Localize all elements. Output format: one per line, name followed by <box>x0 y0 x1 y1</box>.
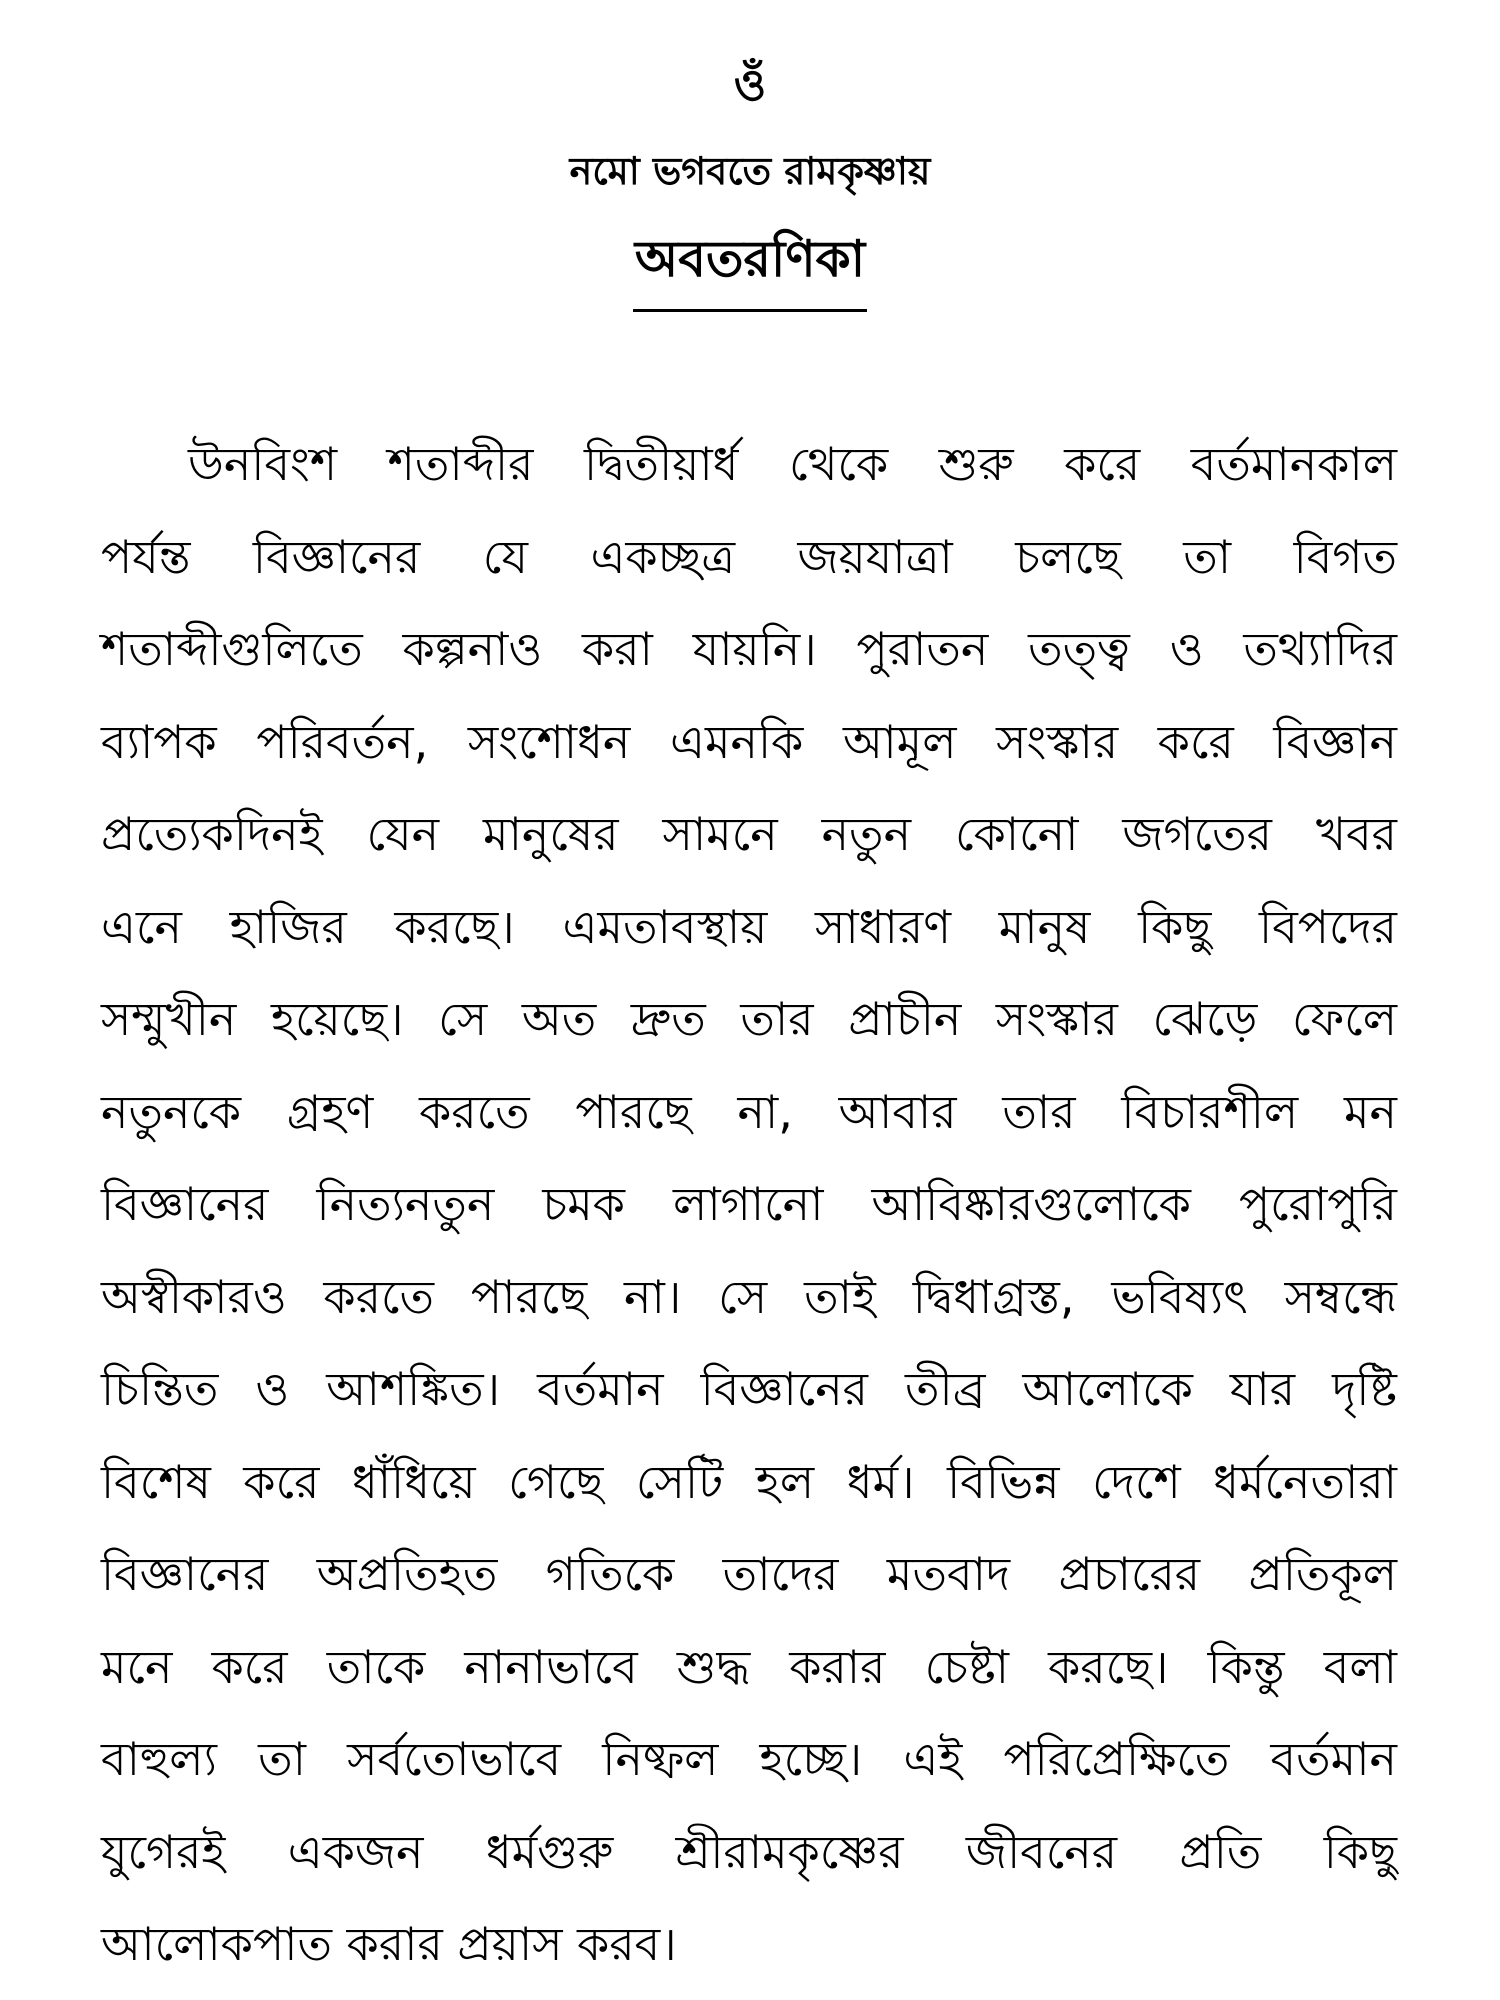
paragraph-line: চিন্তিত ও আশঙ্কিত। বর্তমান বিজ্ঞানের তীব্র আলোকে যার দৃষ্টি <box>101 1362 1397 1416</box>
paragraph-line: পর্যন্ত বিজ্ঞানের যে একচ্ছত্র জয়যাত্রা চলছে তা বিগত <box>101 529 1397 584</box>
paragraph-line: এনে হাজির করছে। এমতাবস্থায় সাধারণ মানুষ কিছু বিপদের <box>101 899 1397 954</box>
paragraph-line: বাহুল্য তা সর্বতোভাবে নিষ্ফল হচ্ছে। এই পরিপ্রেক্ষিতে বর্তমান <box>101 1732 1397 1786</box>
paragraph-line: নতুনকে গ্রহণ করতে পারছে না, আবার তার বিচারশীল মন <box>101 1084 1397 1139</box>
paragraph-line: অস্বীকারও করতে পারছে না। সে তাই দ্বিধাগ্রস্ত, ভবিষ্যৎ সম্বন্ধে <box>101 1269 1397 1324</box>
paragraph-line: শতাব্দীগুলিতে কল্পনাও করা যায়নি। পুরাতন তত্ত্ব ও তথ্যাদির <box>101 622 1397 676</box>
paragraph-line: ব্যাপক পরিবর্তন, সংশোধন এমনকি আমূল সংস্কার করে বিজ্ঞান <box>101 714 1397 769</box>
paragraph-line: সম্মুখীন হয়েছে। সে অত দ্রুত তার প্রাচীন সংস্কার ঝেড়ে ফেলে <box>101 992 1397 1046</box>
chapter-title <box>0 222 1500 312</box>
chapter-title-text: অবতরণিকা <box>633 222 867 312</box>
paragraph-line: প্রত্যেকদিনই যেন মানুষের সামনে নতুন কোনো জগতের খবর <box>101 807 1397 861</box>
invocation-line: নমো ভগবতে রামকৃষ্ণায় <box>569 149 931 193</box>
paragraph-line: বিজ্ঞানের নিত্যনতুন চমক লাগানো আবিষ্কারগুলোকে পুরোপুরি <box>101 1177 1397 1231</box>
om-symbol: ওঁ <box>733 60 767 111</box>
paragraph-line: মনে করে তাকে নানাভাবে শুদ্ধ করার চেষ্টা করছে। কিন্তু বলা <box>101 1639 1397 1694</box>
paragraph <box>101 418 1397 1991</box>
paragraph-line: যুগেরই একজন ধর্মগুরু শ্রীরামকৃষ্ণের জীবনের প্রতি কিছু <box>101 1824 1397 1879</box>
paragraph-line: বিজ্ঞানের অপ্রতিহত গতিকে তাদের মতবাদ প্রচারের প্রতিকূল <box>101 1547 1397 1601</box>
paragraph-line: উনবিংশ শতাব্দীর দ্বিতীয়ার্ধ থেকে শুরু করে বর্তমানকাল <box>188 437 1397 491</box>
paragraph-line: আলোকপাত করার প্রয়াস করব। <box>101 1917 677 1971</box>
paragraph-line: বিশেষ করে ধাঁধিয়ে গেছে সেটি হল ধর্ম। বিভিন্ন দেশে ধর্মনেতারা <box>101 1454 1397 1509</box>
